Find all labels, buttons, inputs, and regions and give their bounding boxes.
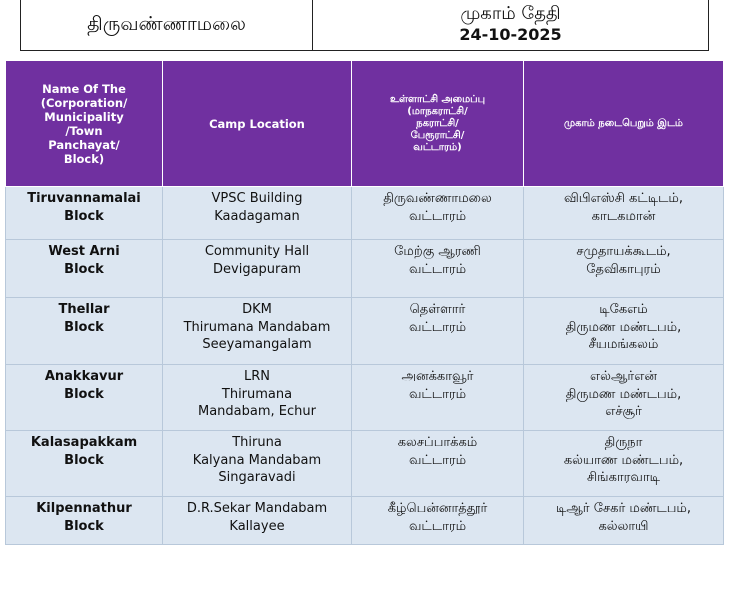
cell-venue: டிகேஎம் திருமண மண்டபம், சீயமங்கலம் — [524, 298, 724, 365]
table-row — [6, 240, 724, 298]
cell-local-body: கீழ்பென்னாத்தூர் வட்டாரம் — [352, 497, 524, 545]
column-header-venue: முகாம் நடைபெறும் இடம் — [524, 61, 724, 187]
column-header-camp-location: Camp Location — [163, 61, 352, 187]
cell-venue: திருநா கல்யாண மண்டபம், சிங்காரவாடி — [524, 431, 724, 497]
cell-camp-location: VPSC Building Kaadagaman — [163, 187, 352, 240]
cell-block-name: Anakkavur Block — [6, 365, 163, 431]
cell-block-name: Thellar Block — [6, 298, 163, 365]
cell-camp-location: LRN Thirumana Mandabam, Echur — [163, 365, 352, 431]
column-header-name: Name Of The (Corporation/ Municipality /Town Panchayat/ Block) — [6, 61, 163, 187]
cell-local-body: அனக்காவூர் வட்டாரம் — [352, 365, 524, 431]
cell-local-body: தெள்ளார் வட்டாரம் — [352, 298, 524, 365]
cell-venue: விபிஎஸ்சி கட்டிடம், காடகமான் — [524, 187, 724, 240]
cell-block-name: Kilpennathur Block — [6, 497, 163, 545]
camp-date-label: முகாம் தேதி — [460, 3, 561, 24]
cell-block-name: West Arni Block — [6, 240, 163, 298]
cell-camp-location: Thiruna Kalyana Mandabam Singaravadi — [163, 431, 352, 497]
cell-venue: சமுதாயக்கூடம், தேவிகாபுரம் — [524, 240, 724, 298]
cell-camp-location: D.R.Sekar Mandabam Kallayee — [163, 497, 352, 545]
table-row — [6, 298, 724, 365]
cell-venue: டிஆர் சேகர் மண்டபம், கல்லாயி — [524, 497, 724, 545]
document-header — [20, 0, 709, 51]
cell-local-body: திருவண்ணாமலை வட்டாரம் — [352, 187, 524, 240]
cell-block-name: Tiruvannamalai Block — [6, 187, 163, 240]
table-row — [6, 365, 724, 431]
cell-venue: எல்ஆர்என் திருமண மண்டபம், எச்சூர் — [524, 365, 724, 431]
cell-block-name: Kalasapakkam Block — [6, 431, 163, 497]
camp-schedule-table — [5, 60, 723, 543]
cell-camp-location: Community Hall Devigapuram — [163, 240, 352, 298]
table-row — [6, 187, 724, 240]
table-header-row — [6, 61, 724, 187]
cell-local-body: மேற்கு ஆரணி வட்டாரம் — [352, 240, 524, 298]
district-name: திருவண்ணாமலை — [21, 0, 313, 50]
cell-local-body: கலசப்பாக்கம் வட்டாரம் — [352, 431, 524, 497]
cell-camp-location: DKM Thirumana Mandabam Seeyamangalam — [163, 298, 352, 365]
table-row — [6, 497, 724, 545]
table-row — [6, 431, 724, 497]
camp-date-value: 24-10-2025 — [459, 25, 562, 44]
camp-date-box — [313, 0, 708, 50]
column-header-local-body: உள்ளாட்சி அமைப்பு (மாநகராட்சி/ நகராட்சி/ பேரூராட்சி/ வட்டாரம்) — [352, 61, 524, 187]
